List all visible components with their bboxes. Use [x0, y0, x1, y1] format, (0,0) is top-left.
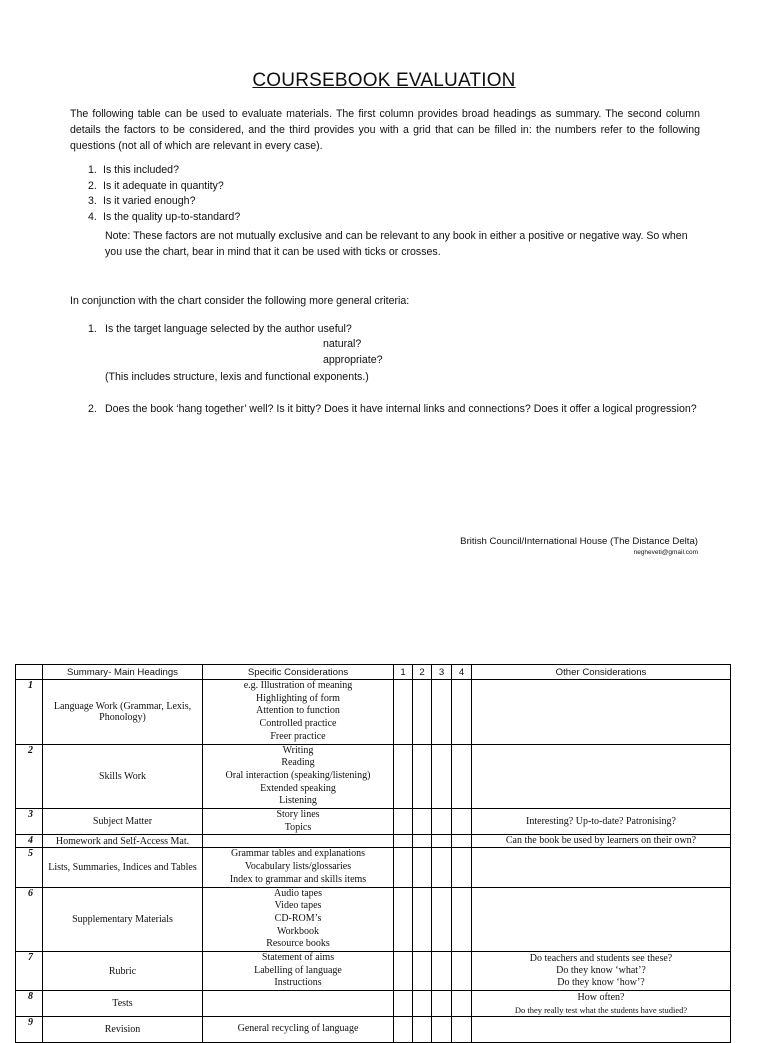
criterion-1-appropriate: appropriate?: [323, 354, 383, 366]
specific-item: Writing: [282, 744, 314, 756]
rating-cell-q3[interactable]: [432, 991, 452, 1017]
specific-item: Audio tapes: [273, 887, 323, 899]
rating-cell-q4[interactable]: [452, 1017, 472, 1043]
specific-item: Oral interaction (speaking/listening): [225, 769, 371, 781]
rating-cell-q1[interactable]: [394, 744, 413, 809]
rating-cell-q3[interactable]: [432, 848, 452, 887]
rating-cell-q3[interactable]: [432, 952, 452, 991]
row-number: 6: [16, 887, 43, 952]
specific-item: Controlled practice: [259, 718, 337, 730]
other-cell: [472, 809, 731, 835]
rating-cell-q4[interactable]: [452, 835, 472, 848]
rating-cell-q1[interactable]: [394, 835, 413, 848]
specific-item: Story lines: [276, 809, 320, 821]
summary-cell: Rubric: [43, 952, 203, 991]
credit-line: British Council/International House (The Distance Delta): [460, 536, 698, 547]
table-row: [16, 991, 731, 1017]
question-list: [88, 163, 700, 225]
criterion-2: 2. Does the book ‘hang together’ well? Is it bitty? Does it have internal links and connections? Does it offer a logical progression?: [88, 403, 697, 415]
row-number: 7: [16, 952, 43, 991]
rating-cell-q1[interactable]: [394, 809, 413, 835]
table-row: [16, 680, 731, 745]
rating-cell-q2[interactable]: [413, 887, 432, 952]
rating-cell-q1[interactable]: [394, 680, 413, 745]
row-number: 1: [16, 680, 43, 745]
page-title: COURSEBOOK EVALUATION: [252, 70, 516, 91]
rating-cell-q3[interactable]: [432, 887, 452, 952]
rating-cell-q4[interactable]: [452, 680, 472, 745]
rating-cell-q4[interactable]: [452, 848, 472, 887]
rating-cell-q4[interactable]: [452, 991, 472, 1017]
rating-cell-q1[interactable]: [394, 952, 413, 991]
rating-cell-q3[interactable]: [432, 680, 452, 745]
summary-cell: Skills Work: [43, 744, 203, 809]
criterion-1-note: (This includes structure, lexis and functional exponents.): [105, 371, 369, 383]
criterion-1-natural: natural?: [323, 338, 362, 350]
other-cell: [472, 835, 731, 848]
summary-cell: Lists, Summaries, Indices and Tables: [43, 848, 203, 887]
rating-cell-q4[interactable]: [452, 887, 472, 952]
specific-cell: [203, 835, 394, 848]
summary-cell: Subject Matter: [43, 809, 203, 835]
specific-item: Labelling of language: [254, 964, 342, 976]
rating-cell-q3[interactable]: [432, 1017, 452, 1043]
specific-item: Listening: [279, 795, 317, 807]
row-number: 8: [16, 991, 43, 1017]
row-number: 9: [16, 1017, 43, 1043]
specific-item: Instructions: [274, 977, 322, 989]
rating-cell-q1[interactable]: [394, 848, 413, 887]
list-item: 3. Is it varied enough?: [88, 195, 196, 207]
specific-item: Vocabulary lists/glossaries: [244, 861, 352, 873]
other-item: Do they know ‘how’?: [557, 977, 645, 989]
rating-cell-q2[interactable]: [413, 848, 432, 887]
list-item: 4. Is the quality up-to-standard?: [88, 210, 241, 223]
specific-item: Reading: [281, 757, 315, 769]
other-cell: [472, 952, 731, 991]
header-q3: 3: [432, 665, 452, 680]
table-row: [16, 952, 731, 991]
specific-item: Topics: [284, 821, 312, 833]
specific-item: Extended speaking: [260, 782, 336, 794]
row-number: 5: [16, 848, 43, 887]
rating-cell-q4[interactable]: [452, 952, 472, 991]
list-item: 2. Is it adequate in quantity?: [88, 179, 224, 192]
table-header-row: [16, 665, 731, 680]
rating-cell-q2[interactable]: [413, 809, 432, 835]
rating-cell-q2[interactable]: [413, 991, 432, 1017]
specific-item: Highlighting of form: [256, 692, 340, 704]
table-row: [16, 835, 731, 848]
specific-cell: [203, 991, 394, 1017]
rating-cell-q1[interactable]: [394, 991, 413, 1017]
header-specific: Specific Considerations: [203, 665, 394, 680]
rating-cell-q4[interactable]: [452, 744, 472, 809]
specific-item: General recycling of language: [237, 1023, 359, 1035]
table-body: [16, 680, 731, 1043]
other-item: Do they really test what the students have studied?: [514, 1004, 688, 1015]
specific-item: Index to grammar and skills items: [229, 873, 367, 885]
other-cell: [472, 680, 731, 745]
other-cell: [472, 1017, 731, 1043]
row-number: 4: [16, 835, 43, 848]
specific-cell: [203, 952, 394, 991]
other-item: Can the book be used by learners on their own?: [505, 835, 697, 847]
specific-cell: [203, 744, 394, 809]
table-row: [16, 887, 731, 952]
rating-cell-q2[interactable]: [413, 835, 432, 848]
intro-paragraph: The following table can be used to evaluate materials. The first column provides broad headings as summary. The second column details the factors to be considered, and the third provides you with a grid that can be filled in: the numbers refer to the following questions (not all of which are relevant in every case).: [70, 108, 700, 152]
summary-cell: Supplementary Materials: [43, 887, 203, 952]
specific-cell: [203, 809, 394, 835]
specific-item: CD-ROM’s: [274, 912, 322, 924]
other-cell: [472, 744, 731, 809]
summary-cell: Revision: [43, 1017, 203, 1043]
specific-cell: [203, 887, 394, 952]
summary-cell: Tests: [43, 991, 203, 1017]
rating-cell-q2[interactable]: [413, 952, 432, 991]
email-address: negheveti@gmail.com: [633, 549, 698, 556]
other-cell: [472, 848, 731, 887]
specific-item: Attention to function: [256, 705, 340, 717]
list-item: 1. Is this included?: [88, 164, 179, 176]
specific-cell: [203, 1017, 394, 1043]
rating-cell-q4[interactable]: [452, 809, 472, 835]
row-number: 3: [16, 809, 43, 835]
other-item: How often?: [577, 991, 625, 1003]
header-q2: 2: [413, 665, 432, 680]
table-row: [16, 744, 731, 809]
rating-cell-q3[interactable]: [432, 744, 452, 809]
note-paragraph: Note: These factors are not mutually exclusive and can be relevant to any book in either a positive or negative way. So when you use the chart, bear in mind that it can be used with ticks or crosses.: [105, 230, 688, 258]
specific-item: Grammar tables and explanations: [230, 848, 366, 860]
table-row: [16, 809, 731, 835]
evaluation-table: [15, 664, 731, 1043]
other-cell: [472, 991, 731, 1017]
specific-item: Statement of aims: [261, 952, 335, 964]
rating-cell-q2[interactable]: [413, 680, 432, 745]
header-q1: 1: [394, 665, 413, 680]
specific-item: Freer practice: [270, 730, 326, 742]
specific-cell: [203, 848, 394, 887]
rating-cell-q1[interactable]: [394, 887, 413, 952]
rating-cell-q3[interactable]: [432, 809, 452, 835]
header-q4: 4: [452, 665, 472, 680]
summary-cell: Language Work (Grammar, Lexis, Phonology): [43, 680, 203, 745]
specific-item: Resource books: [266, 938, 330, 950]
rating-cell-q2[interactable]: [413, 744, 432, 809]
summary-cell: Homework and Self-Access Mat.: [43, 835, 203, 848]
table-row: [16, 848, 731, 887]
conjunction-text: In conjunction with the chart consider the following more general criteria:: [70, 295, 410, 307]
table-row: [16, 1017, 731, 1043]
specific-item: Workbook: [277, 925, 319, 937]
row-number: 2: [16, 744, 43, 809]
rating-cell-q3[interactable]: [432, 835, 452, 848]
specific-item: Video tapes: [274, 900, 322, 912]
header-summary: Summary- Main Headings: [43, 665, 203, 680]
other-cell: [472, 887, 731, 952]
header-other: Other Considerations: [472, 665, 731, 680]
other-item: Do teachers and students see these?: [529, 953, 673, 965]
criterion-1: 1. Is the target language selected by the author useful?: [88, 323, 352, 335]
rating-cell-q1[interactable]: [394, 1017, 413, 1043]
other-item: Do they know ‘what’?: [556, 965, 646, 977]
specific-cell: [203, 680, 394, 745]
other-item: Interesting? Up-to-date? Patronising?: [526, 815, 676, 827]
specific-item: e.g. Illustration of meaning: [243, 680, 353, 691]
header-num: [16, 665, 43, 680]
rating-cell-q2[interactable]: [413, 1017, 432, 1043]
